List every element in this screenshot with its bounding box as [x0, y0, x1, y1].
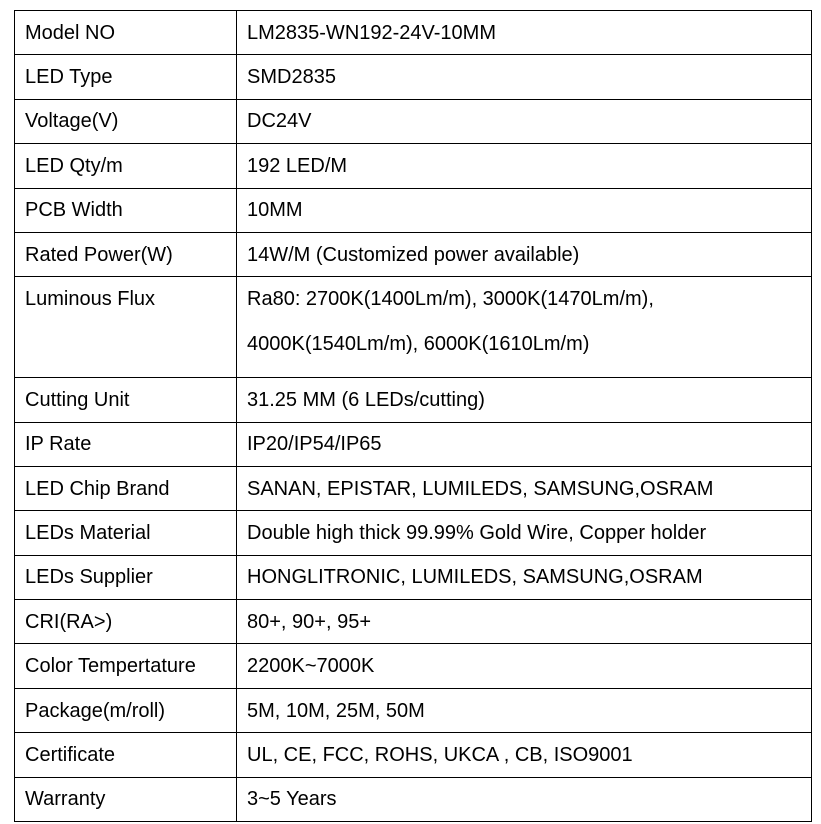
spec-value-line: Ra80: 2700K(1400Lm/m), 3000K(1470Lm/m), [247, 288, 654, 311]
table-row [15, 777, 812, 821]
spec-label: LED Type [15, 55, 237, 99]
spec-value: 80+, 90+, 95+ [237, 600, 812, 644]
spec-label: Warranty [15, 777, 237, 821]
table-row [15, 644, 812, 688]
spec-value: 14W/M (Customized power available) [237, 232, 812, 276]
table-row [15, 55, 812, 99]
table-row [15, 144, 812, 188]
table-row [15, 277, 812, 378]
spec-label: LEDs Material [15, 511, 237, 555]
table-row [15, 99, 812, 143]
table-row [15, 188, 812, 232]
spec-label: Rated Power(W) [15, 232, 237, 276]
spec-value: HONGLITRONIC, LUMILEDS, SAMSUNG,OSRAM [237, 555, 812, 599]
spec-label: LEDs Supplier [15, 555, 237, 599]
spec-value: 3~5 Years [237, 777, 812, 821]
spec-table [14, 10, 812, 822]
table-row [15, 511, 812, 555]
spec-value: 2200K~7000K [237, 644, 812, 688]
spec-value: 31.25 MM (6 LEDs/cutting) [237, 378, 812, 422]
spec-label: CRI(RA>) [15, 600, 237, 644]
spec-value [237, 277, 812, 378]
table-row [15, 422, 812, 466]
spec-value: DC24V [237, 99, 812, 143]
spec-label: Certificate [15, 733, 237, 777]
spec-value: SMD2835 [237, 55, 812, 99]
table-row [15, 232, 812, 276]
table-row [15, 378, 812, 422]
spec-value: 5M, 10M, 25M, 50M [237, 688, 812, 732]
spec-label: LED Qty/m [15, 144, 237, 188]
spec-label: LED Chip Brand [15, 466, 237, 510]
table-row [15, 555, 812, 599]
table-row [15, 466, 812, 510]
spec-value-line: 4000K(1540Lm/m), 6000K(1610Lm/m) [247, 333, 590, 356]
spec-label: Model NO [15, 11, 237, 55]
table-row [15, 600, 812, 644]
spec-label: PCB Width [15, 188, 237, 232]
spec-label: Cutting Unit [15, 378, 237, 422]
spec-label: IP Rate [15, 422, 237, 466]
spec-value: 192 LED/M [237, 144, 812, 188]
spec-value: Double high thick 99.99% Gold Wire, Copper holder [237, 511, 812, 555]
table-row [15, 688, 812, 732]
spec-value: LM2835-WN192-24V-10MM [237, 11, 812, 55]
spec-value: IP20/IP54/IP65 [237, 422, 812, 466]
spec-value: UL, CE, FCC, ROHS, UKCA , CB, ISO9001 [237, 733, 812, 777]
table-row [15, 733, 812, 777]
spec-value: 10MM [237, 188, 812, 232]
spec-label: Package(m/roll) [15, 688, 237, 732]
spec-label: Voltage(V) [15, 99, 237, 143]
table-row [15, 11, 812, 55]
spec-label: Color Tempertature [15, 644, 237, 688]
spec-value: SANAN, EPISTAR, LUMILEDS, SAMSUNG,OSRAM [237, 466, 812, 510]
spec-label: Luminous Flux [15, 277, 237, 378]
